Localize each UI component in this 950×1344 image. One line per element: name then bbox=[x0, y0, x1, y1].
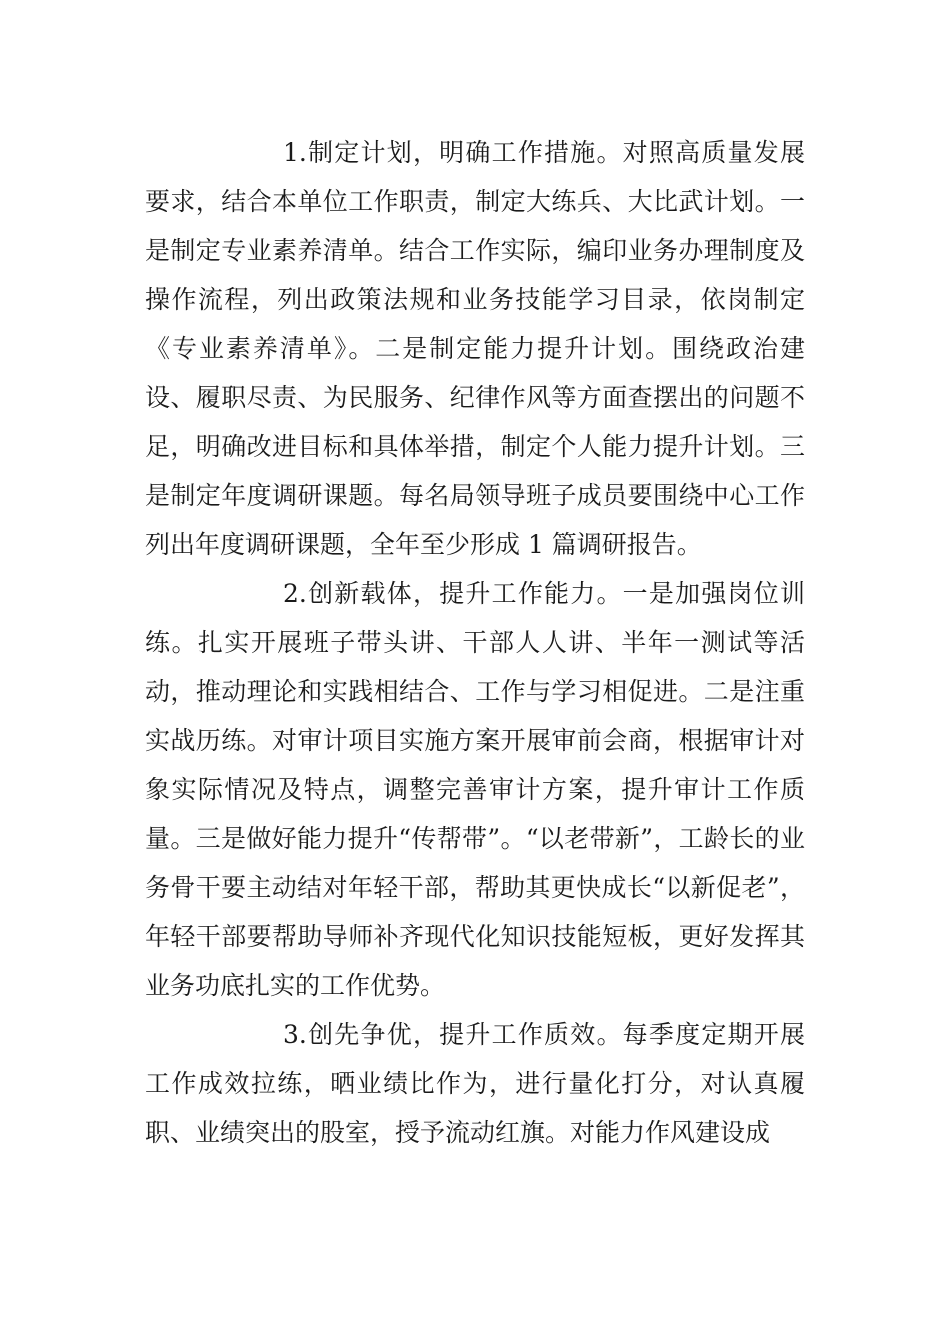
paragraph-excellence: 3.创先争优，提升工作质效。每季度定期开展工作成效拉练，晒业绩比作为，进行量化打分，对认真履职、业绩突出的股室，授予流动红旗。对能力作风建设成 bbox=[145, 1020, 805, 1147]
document-body bbox=[145, 128, 805, 1157]
paragraph-plan: 1.制定计划，明确工作措施。对照高质量发展要求，结合本单位工作职责，制定大练兵、大比武计划。一是制定专业素养清单。结合工作实际，编印业务办理制度及操作流程，列出政策法规和业务技能学习目录，依岗制定《专业素养清单》。二是制定能力提升计划。围绕政治建设、履职尽责、为民服务、纪律作风等方面查摆出的问题不足，明确改进目标和具体举措，制定个人能力提升计划。三是制定年度调研课题。每名局领导班子成员要围绕中心工作列出年度调研课题，全年至少形成 1 篇调研报告。 bbox=[145, 138, 805, 559]
paragraph-innovation: 2.创新载体，提升工作能力。一是加强岗位训练。扎实开展班子带头讲、干部人人讲、半年一测试等活动，推动理论和实践相结合、工作与学习相促进。二是注重实战历练。对审计项目实施方案开展审前会商，根据审计对象实际情况及特点，调整完善审计方案，提升审计工作质量。三是做好能力提升“传帮带”。“以老带新”，工龄长的业务骨干要主动结对年轻干部，帮助其更快成长“以新促老”，年轻干部要帮助导师补齐现代化知识技能短板，更好发挥其业务功底扎实的工作优势。 bbox=[145, 579, 805, 1000]
